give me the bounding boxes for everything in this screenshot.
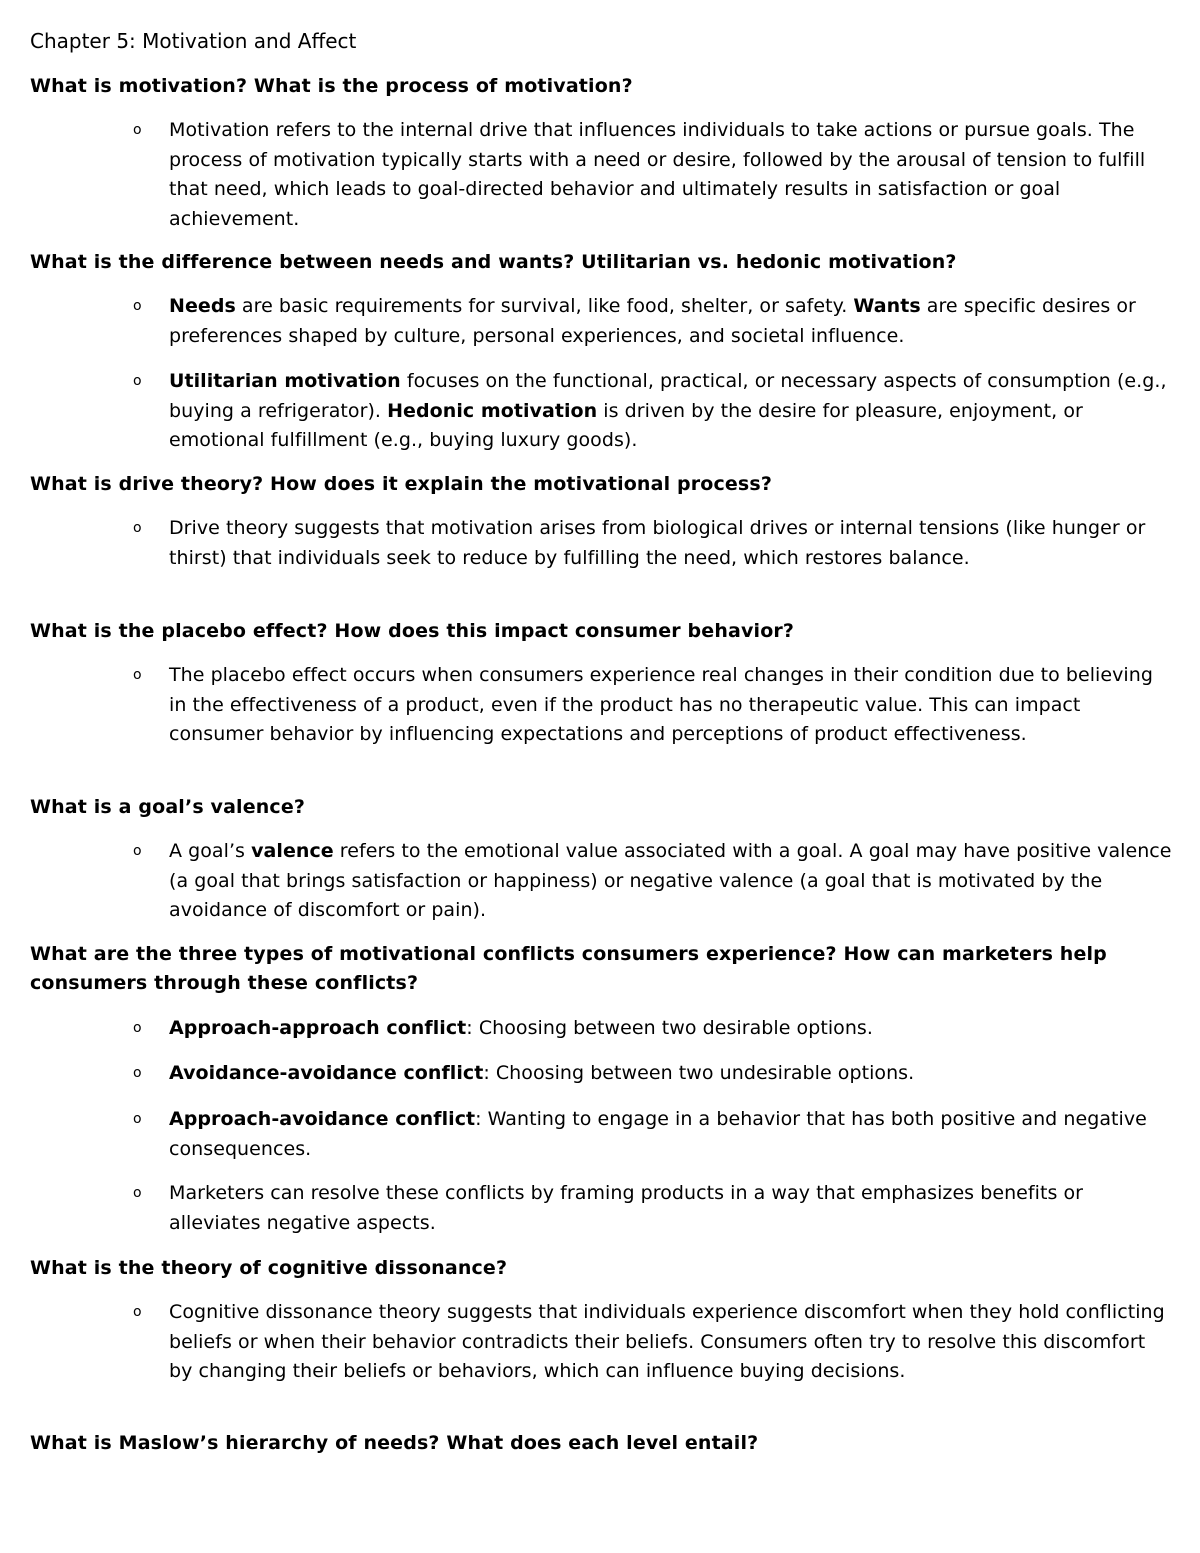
list-item-text [169, 116, 1173, 234]
list-item-text [169, 292, 1173, 351]
list-item [133, 1059, 1173, 1089]
bullet-marker: o [133, 1020, 142, 1036]
bullet-marker: o [133, 298, 142, 314]
text-run: are specific desires or preferences shaped by culture, personal experiences, and societal influence. [169, 295, 1136, 347]
section-heading: What is drive theory? How does it explain the motivational process? [30, 473, 773, 495]
list-item [133, 1179, 1173, 1238]
bullet-marker: o [133, 1111, 142, 1127]
bullet-marker: o [133, 843, 142, 859]
bold-term: valence [251, 840, 334, 862]
text-run: A goal’s [169, 840, 252, 862]
bold-term: Wants [853, 295, 921, 317]
text-run: Drive theory suggests that motivation arises from biological drives or internal tensions (like hunger or thirst) that individuals seek to reduce by fulfilling the need, which restores balance. [169, 517, 1146, 569]
list-item-text [169, 1179, 1173, 1238]
bold-term: Needs [169, 295, 236, 317]
list-item-text [169, 367, 1173, 456]
section-heading: What is the theory of cognitive dissonance? [30, 1257, 508, 1279]
list-item-text [169, 661, 1173, 750]
list-item [133, 837, 1173, 926]
section-heading: What is a goal’s valence? [30, 796, 306, 818]
bullet-marker: o [133, 1185, 142, 1201]
list-item [133, 661, 1173, 750]
list-item-text [169, 1059, 1173, 1089]
section-heading: What is the placebo effect? How does this impact consumer behavior? [30, 620, 795, 642]
text-run: : Choosing between two undesirable options. [483, 1062, 915, 1084]
list-item-text [169, 837, 1173, 926]
section-heading: What is motivation? What is the process of motivation? [30, 75, 633, 97]
bullet-marker: o [133, 520, 142, 536]
bullet-marker: o [133, 1065, 142, 1081]
section-heading: What is the difference between needs and wants? Utilitarian vs. hedonic motivation? [30, 251, 957, 273]
list-item [133, 292, 1173, 351]
text-run: The placebo effect occurs when consumers experience real changes in their condition due to believing in the effectiveness of a product, even if the product has no therapeutic value. This can impact consumer behavior by influencing expectations and perceptions of product effectiveness. [169, 664, 1153, 745]
list-item [133, 1014, 1173, 1044]
section-heading: What are the three types of motivational conflicts consumers experience? How can marketers help consumers through these conflicts? [30, 943, 1107, 994]
bullet-marker: o [133, 667, 142, 683]
bullet-marker: o [133, 1304, 142, 1320]
bullet-marker: o [133, 373, 142, 389]
text-run: refers to the emotional value associated with a goal. A goal may have positive valence (a goal that brings satisfaction or happiness) or negative valence (a goal that is motivated by the avoidance of discomfort or pain). [169, 840, 1172, 921]
bold-term: Hedonic motivation [387, 399, 598, 422]
text-run: Marketers can resolve these conflicts by framing products in a way that emphasizes benefits or alleviates negative aspects. [169, 1182, 1084, 1234]
list-item [133, 116, 1173, 234]
section-heading: What is Maslow’s hierarchy of needs? What does each level entail? [30, 1432, 759, 1454]
bold-term: Avoidance-avoidance conflict [169, 1062, 484, 1084]
text-run: : Choosing between two desirable options. [466, 1017, 873, 1039]
list-item-text [169, 514, 1173, 573]
list-item-text [169, 1298, 1173, 1387]
chapter-title: Chapter 5: Motivation and Affect [30, 29, 357, 53]
list-item [133, 1105, 1173, 1164]
text-run: Motivation refers to the internal drive that influences individuals to take actions or pursue goals. The process of motivation typically starts with a need or desire, followed by the arousal of tension to fulfill that need, which leads to goal-directed behavior and ultimately results in satisfaction or goal achievement. [169, 119, 1146, 230]
text-run: are basic requirements for survival, like food, shelter, or safety. [235, 295, 854, 317]
bullet-marker: o [133, 122, 142, 138]
text-run: Cognitive dissonance theory suggests that individuals experience discomfort when they hold conflicting beliefs or when their behavior contradicts their beliefs. Consumers often try to resolve this discomfort by changing their beliefs or behaviors, which can influence buying decisions. [169, 1301, 1165, 1382]
bold-term: Approach-avoidance conflict [169, 1108, 476, 1130]
bold-term: Utilitarian motivation [169, 370, 401, 392]
list-item-text [169, 1014, 1173, 1044]
text-run: : Wanting to engage in a behavior that has both positive and negative consequences. [169, 1108, 1147, 1160]
text-run: is driven by the desire for pleasure, enjoyment, or emotional fulfillment (e.g., buying luxury goods). [169, 399, 1083, 451]
list-item [133, 367, 1173, 456]
text-run: focuses on the functional, practical, or necessary aspects of consumption (e.g., buying a refrigerator). [169, 370, 1167, 422]
list-item-text [169, 1105, 1173, 1164]
list-item [133, 1298, 1173, 1387]
list-item [133, 514, 1173, 573]
bold-term: Approach-approach conflict [169, 1017, 467, 1039]
